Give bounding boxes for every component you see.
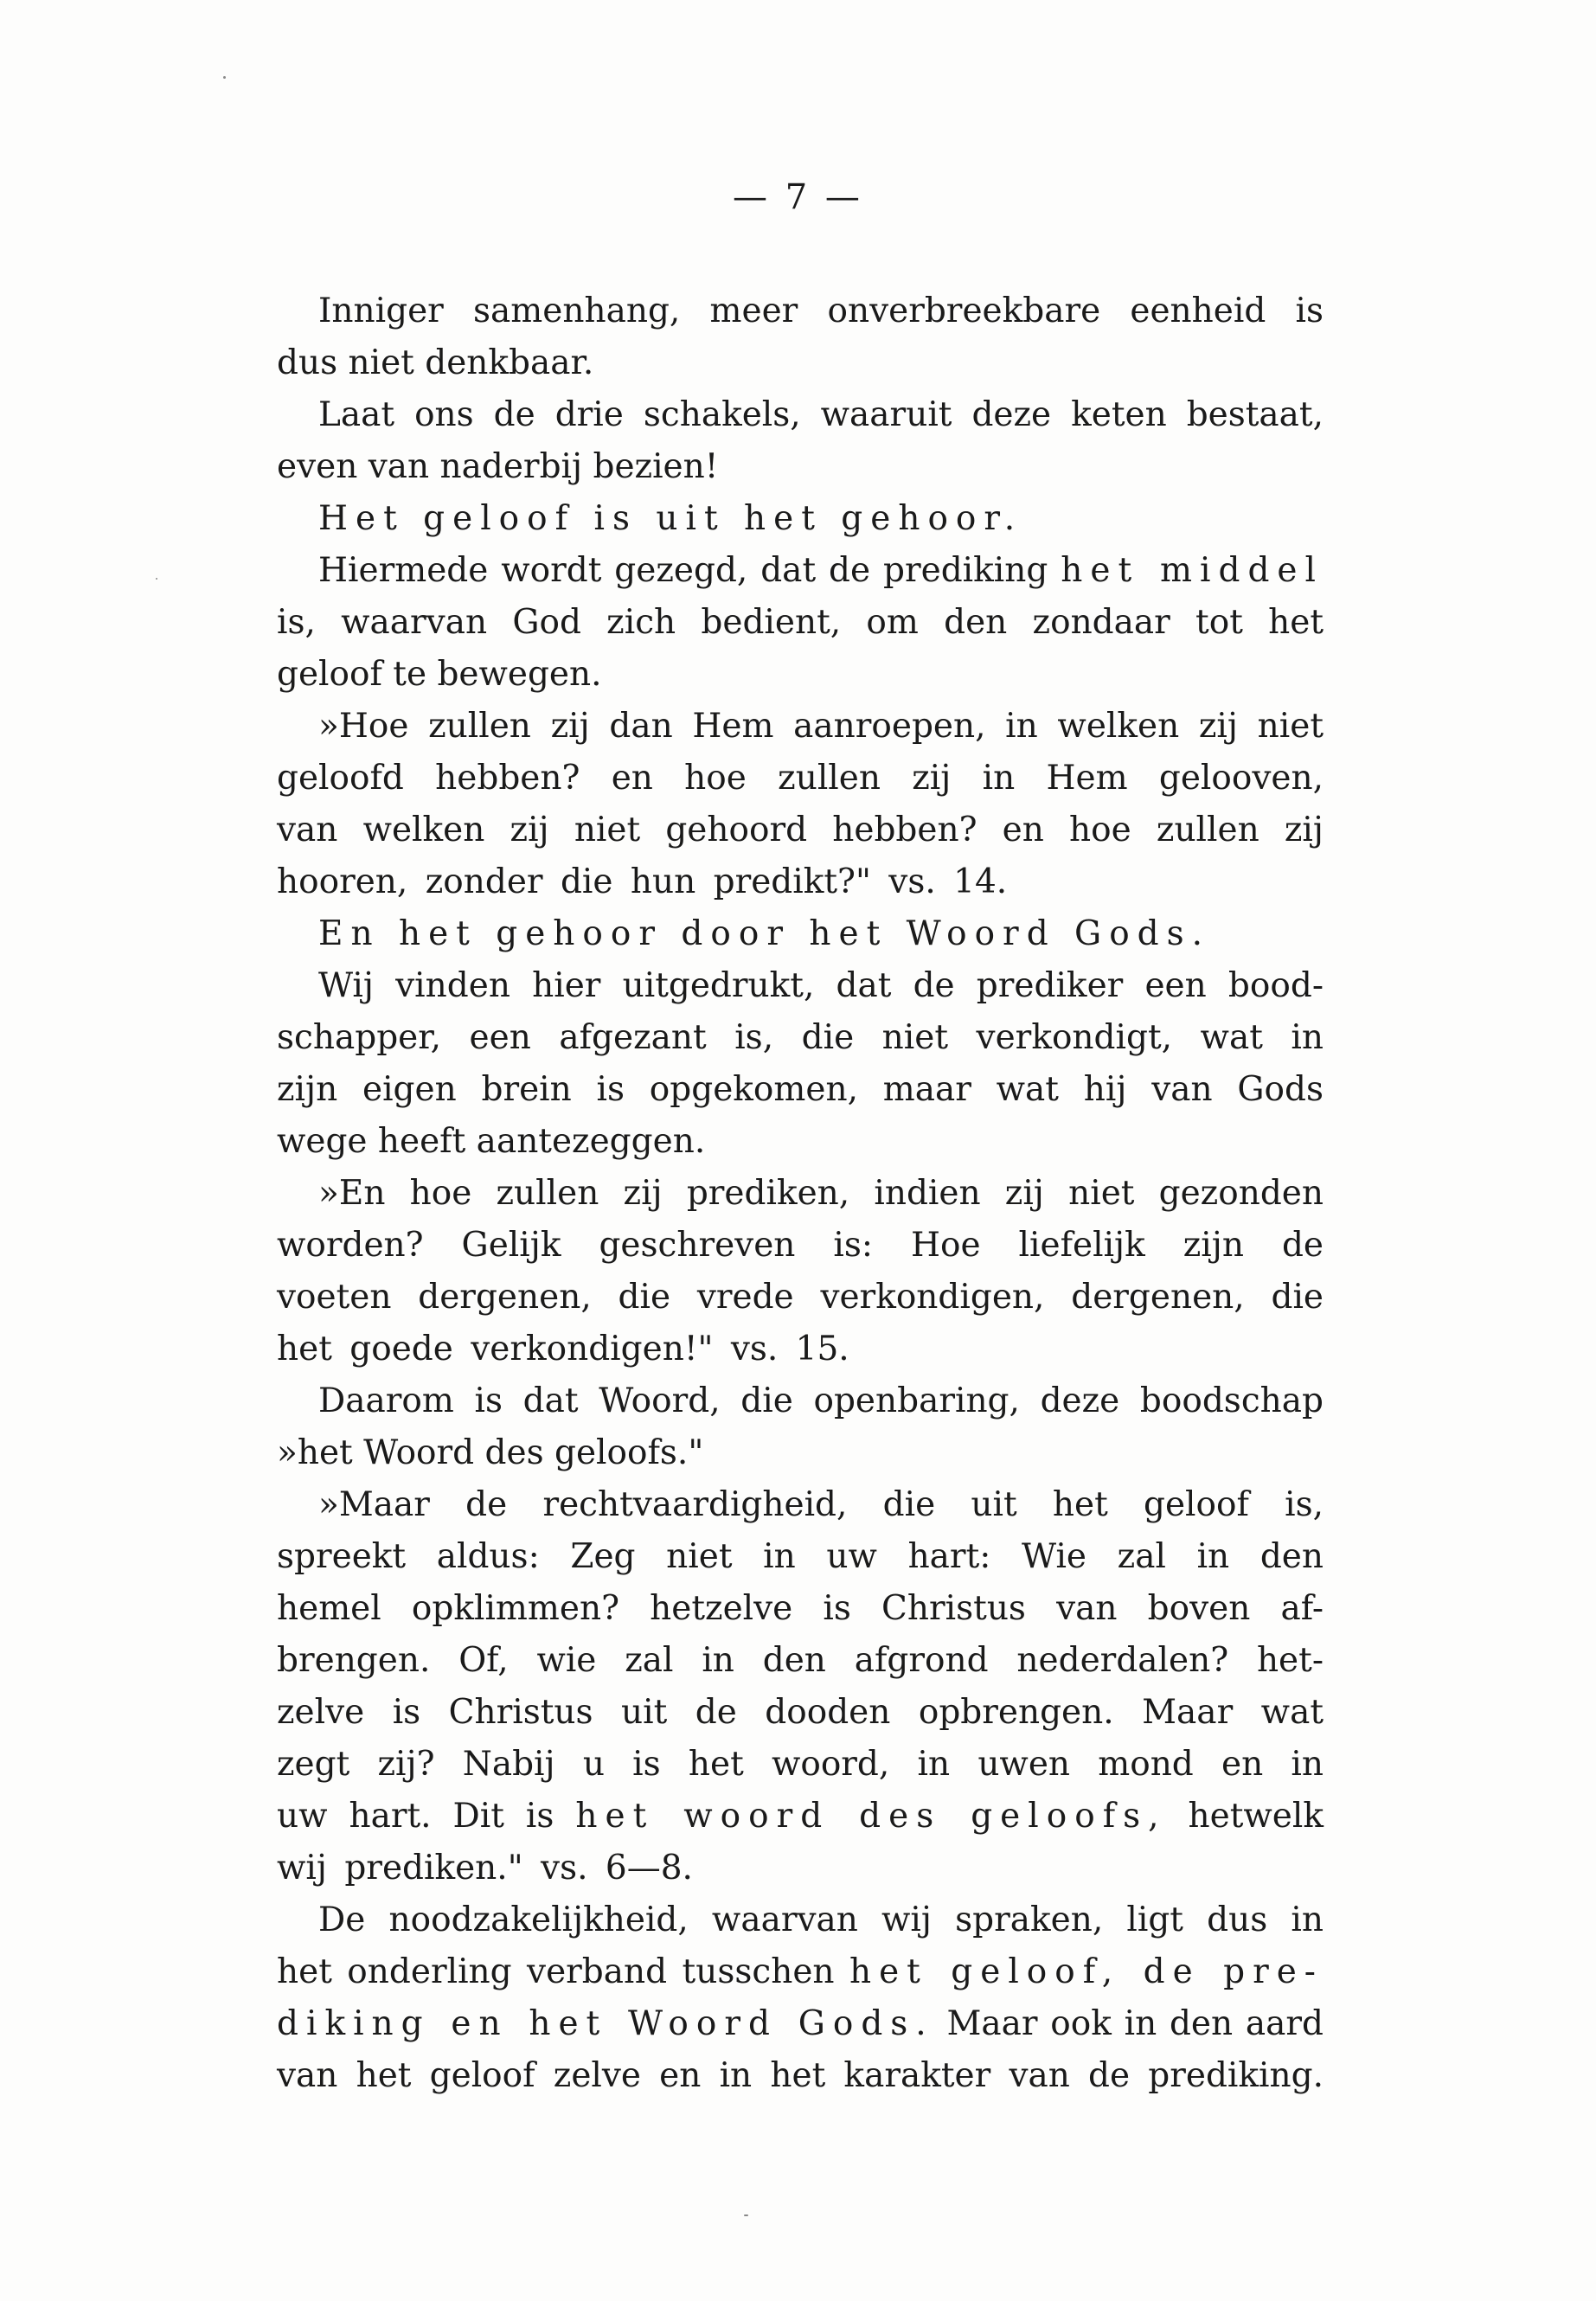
text-line: geloof te bewegen. [277, 655, 602, 694]
text-line [277, 1946, 1324, 1998]
text-line: Inniger samenhang, meer onverbreekbare eenheid is [318, 292, 1324, 330]
text-line: is, waarvan God zich bedient, om den zondaar tot het [277, 603, 1324, 642]
text-line-emphasis: En het gehoor door het Woord Gods. [318, 914, 1211, 953]
text-span: hetwelk [1188, 1797, 1324, 1836]
text-line: zegt zij? Nabij u is het woord, in uwen mond en in [277, 1745, 1324, 1784]
text-line-emphasis: Het geloof is uit het gehoor. [318, 499, 1023, 538]
text-span: Maar ook in den aard [946, 2004, 1324, 2043]
text-line: spreekt aldus: Zeg niet in uw hart: Wie zal in den [277, 1537, 1324, 1576]
text-line: schapper, een afgezant is, die niet verkondigt, wat in [277, 1018, 1324, 1057]
text-line: zelve is Christus uit de dooden opbrengen. Maar wat [277, 1693, 1324, 1732]
text-line: wij prediken." vs. 6—8. [277, 1849, 693, 1888]
body-text [277, 285, 1324, 2102]
text-line: brengen. Of, wie zal in den afgrond nederdalen? het- [277, 1641, 1324, 1680]
text-line: »Maar de rechtvaardigheid, die uit het geloof is, [318, 1485, 1324, 1524]
text-span: het onderling verband tusschen [277, 1952, 835, 1991]
text-line: wege heeft aantezeggen. [277, 1122, 706, 1161]
paper-speck [223, 76, 226, 79]
text-line: »En hoe zullen zij prediken, indien zij niet gezonden [318, 1174, 1324, 1213]
text-line: »Hoe zullen zij dan Hem aanroepen, in welken zij niet [318, 707, 1324, 746]
text-line: het goede verkondigen!" vs. 15. [277, 1330, 849, 1368]
text-line: Wij vinden hier uitgedrukt, dat de prediker een bood- [318, 966, 1324, 1005]
text-line: De noodzakelijkheid, waarvan wij spraken, ligt dus in [318, 1900, 1324, 1939]
text-line [277, 1998, 1324, 2050]
text-line: Laat ons de drie schakels, waaruit deze keten bestaat, [318, 395, 1324, 434]
text-line: van welken zij niet gehoord hebben? en hoe zullen zij [277, 811, 1324, 849]
text-line: even van naderbij bezien! [277, 447, 719, 486]
text-line: voeten dergenen, die vrede verkondigen, dergenen, die [277, 1278, 1324, 1317]
text-line [277, 1791, 1324, 1843]
page-number: — 7 — [733, 177, 863, 217]
text-line: hemel opklimmen? hetzelve is Christus van boven af- [277, 1589, 1324, 1628]
text-line [277, 545, 1324, 597]
text-span: Hiermede wordt gezegd, dat de prediking [318, 551, 1048, 590]
text-line: »het Woord des geloofs." [277, 1433, 704, 1472]
paper-speck [156, 578, 157, 580]
text-line: worden? Gelijk geschreven is: Hoe liefelijk zijn de [277, 1226, 1324, 1265]
text-line: van het geloof zelve en in het karakter van de prediking. [277, 2056, 1324, 2095]
paper-speck [744, 2214, 748, 2216]
text-line: Daarom is dat Woord, die openbaring, deze boodschap [318, 1381, 1324, 1420]
text-line: hooren, zonder die hun predikt?" vs. 14. [277, 862, 1008, 901]
text-span: uw hart. Dit is [277, 1797, 554, 1836]
text-line: dus niet denkbaar. [277, 343, 594, 382]
text-span-emphasis: het woord des geloofs, [575, 1797, 1167, 1836]
text-line: geloofd hebben? en hoe zullen zij in Hem gelooven, [277, 759, 1324, 798]
text-span-emphasis: het geloof, de pre- [849, 1952, 1324, 1991]
text-line: zijn eigen brein is opgekomen, maar wat hij van Gods [277, 1070, 1324, 1109]
text-span-emphasis: diking en het Woord Gods. [277, 2004, 934, 2043]
text-span-emphasis: het middel [1061, 551, 1324, 590]
